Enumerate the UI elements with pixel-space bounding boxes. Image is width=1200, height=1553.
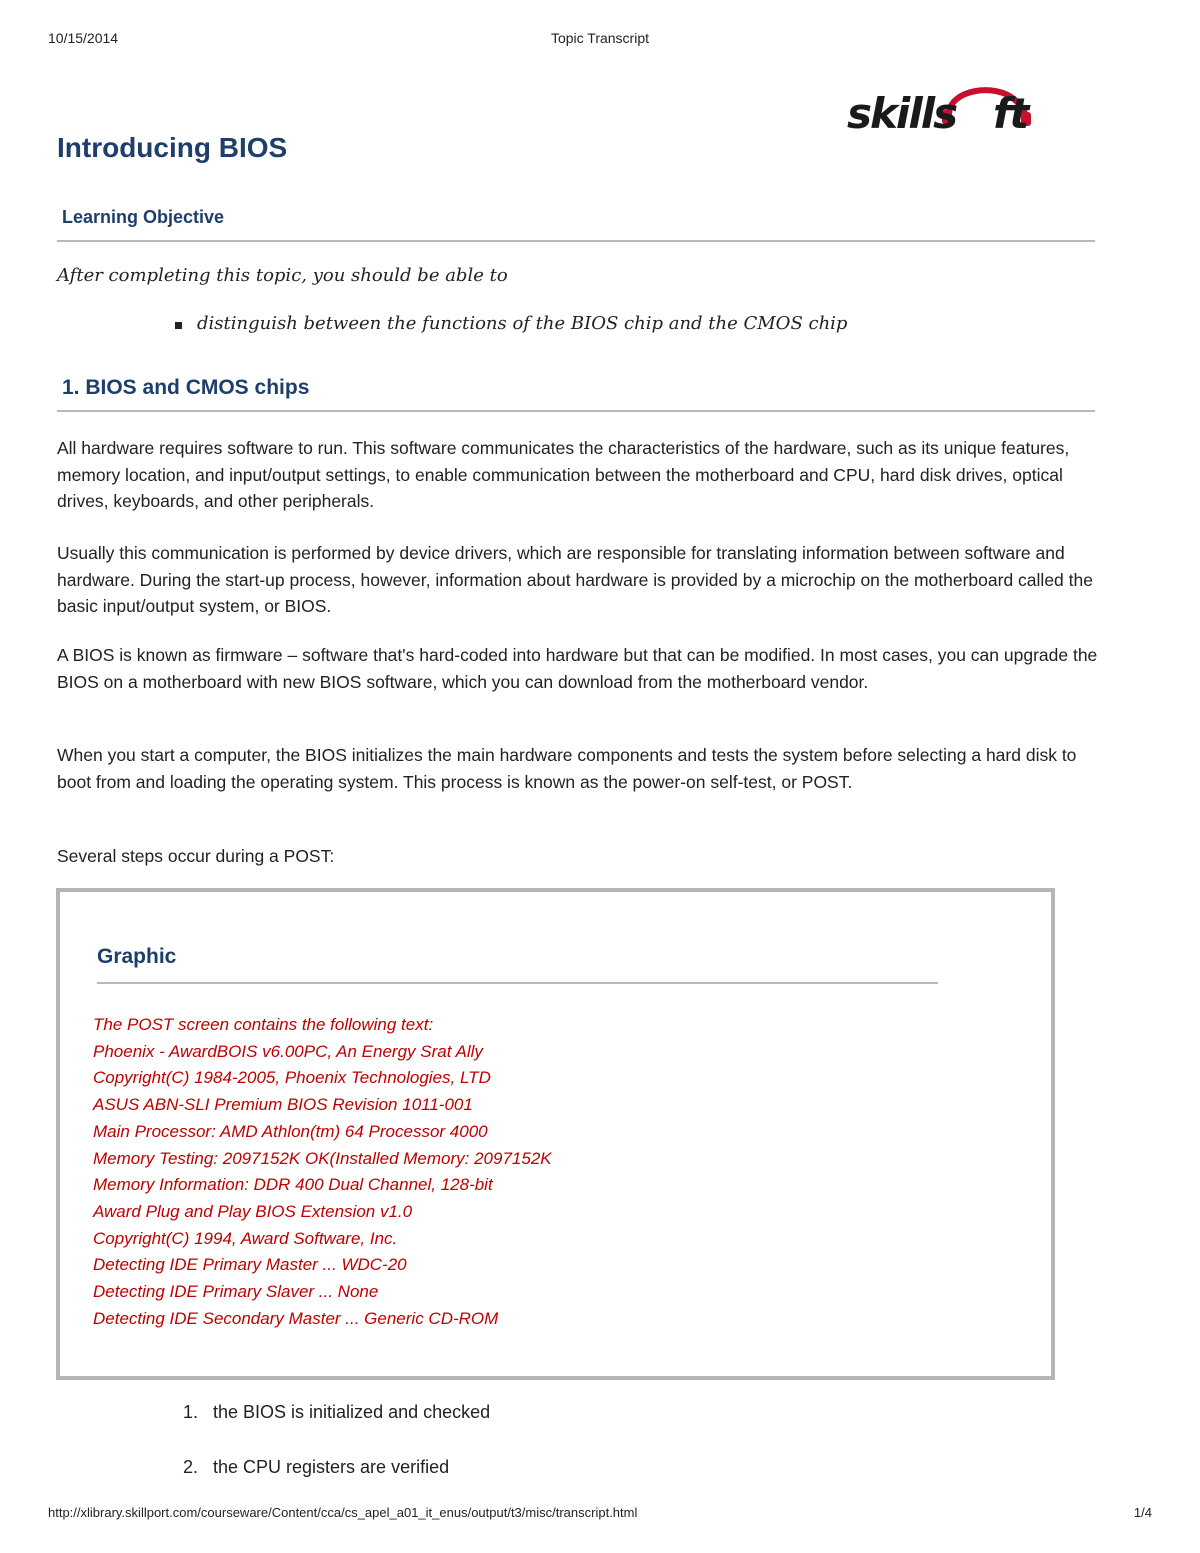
square-bullet-icon [175,322,182,329]
list-item [183,1455,490,1510]
post-line: Detecting IDE Secondary Master ... Generic CD-ROM [93,1308,499,1328]
step-number: 1. [183,1402,199,1422]
post-line: Award Plug and Play BIOS Extension v1.0 [93,1201,413,1221]
list-item [183,1400,490,1455]
print-title: Topic Transcript [550,30,650,46]
post-line: Memory Information: DDR 400 Dual Channel, 128-bit [93,1175,493,1195]
graphic-divider [97,982,938,984]
post-line: Copyright(C) 1994, Award Software, Inc. [93,1228,398,1248]
section-divider [57,240,1095,242]
post-steps-list [183,1400,490,1510]
print-footer [48,1505,1152,1525]
skillsoft-logo [845,80,1045,138]
logo-text-right: ft [993,89,1028,138]
graphic-box [56,888,1055,1380]
post-screen-text [93,1012,552,1332]
objective-text: distinguish between the functions of the BIOS chip and the CMOS chip [197,313,848,334]
post-line: Main Processor: AMD Athlon(tm) 64 Processor 4000 [93,1121,488,1141]
post-line: The POST screen contains the following text: [93,1015,434,1034]
paragraph: All hardware requires software to run. This software communicates the characteristics of the hardware, such as its unique features, memory location, and input/output settings, to enable communication between the motherboard and CPU, hard disk drives, optical drives, keyboards, and other peripherals. [57,438,1070,511]
page-number: 1/4 [1133,1505,1152,1520]
paragraph: When you start a computer, the BIOS initializes the main hardware components and tests the system before selecting a hard disk to boot from and loading the operating system. This process is known as the power-on self-test, or POST. [57,745,1077,792]
post-line: ASUS ABN-SLI Premium BIOS Revision 1011-001 [93,1095,473,1115]
post-line: Memory Testing: 2097152K OK(Installed Memory: 2097152K [93,1148,552,1168]
print-date: 10/15/2014 [48,30,119,46]
graphic-heading: Graphic [97,945,177,968]
objective-intro: After completing this topic, you should be able to [57,265,508,286]
paragraph: Several steps occur during a POST: [57,846,335,866]
paragraph: A BIOS is known as firmware – software that's hard-coded into hardware but that can be modified. In most cases, you can upgrade the BIOS on a motherboard with new BIOS software, which you can download from the motherboard vendor. [57,645,1098,692]
learning-objective-heading: Learning Objective [62,207,225,227]
page-title: Introducing BIOS [57,132,288,163]
paragraph: Usually this communication is performed by device drivers, which are responsible for translating information between software and hardware. During the start-up process, however, information about hardware is provided by a microchip on the motherboard called the basic input/output system, or BIOS. [57,543,1093,616]
section-divider [57,410,1095,412]
post-line: Detecting IDE Primary Master ... WDC-20 [93,1255,407,1275]
print-header [48,30,1152,50]
objective-item [175,313,847,334]
objective-list [175,313,847,334]
step-text: the BIOS is initialized and checked [213,1402,491,1422]
post-line: Copyright(C) 1984-2005, Phoenix Technologies, LTD [93,1068,491,1088]
page-url: http://xlibrary.skillport.com/courseware/Content/cca/cs_apel_a01_it_enus/output/t3/misc/transcript.html [48,1505,638,1520]
post-line: Detecting IDE Primary Slaver ... None [93,1282,379,1302]
post-line: Phoenix - AwardBOIS v6.00PC, An Energy Srat Ally [93,1041,483,1061]
step-text: the CPU registers are verified [213,1457,450,1477]
logo-text-left: skills [847,89,957,138]
step-number: 2. [183,1457,199,1477]
section-heading-bios-cmos: 1. BIOS and CMOS chips [62,376,310,399]
